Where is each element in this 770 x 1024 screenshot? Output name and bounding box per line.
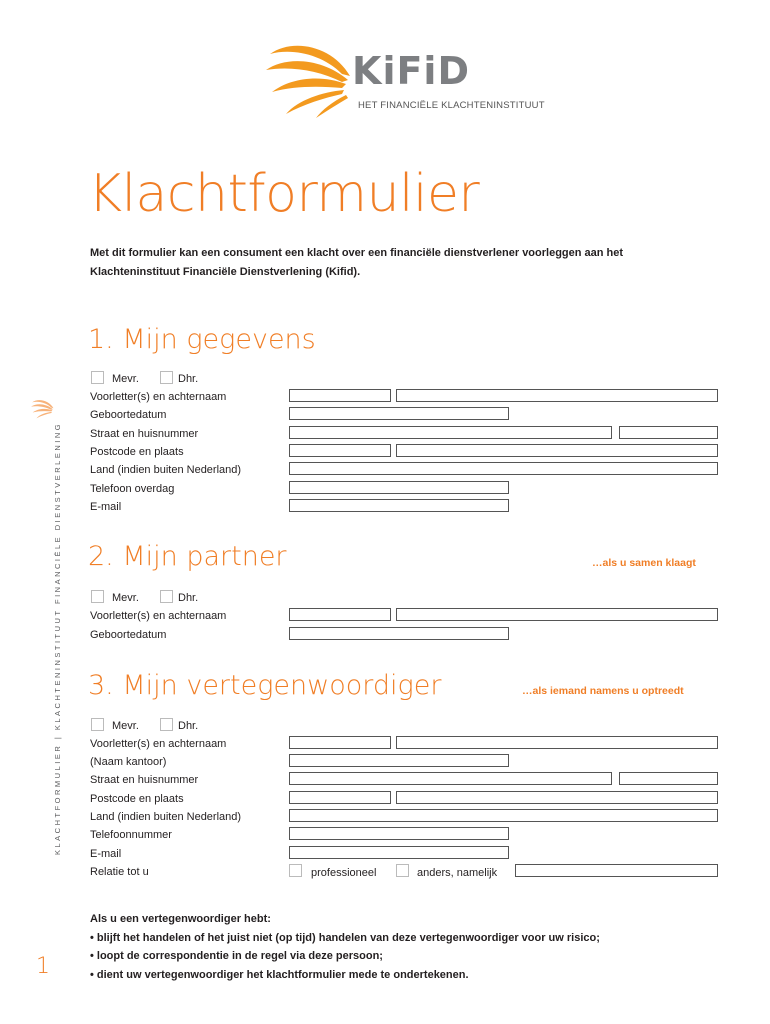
rep-postcode-field[interactable]	[289, 791, 391, 804]
partner-name-label: Voorletter(s) en achternaam	[90, 610, 227, 622]
birthdate-label: Geboortedatum	[90, 409, 167, 421]
housenumber-field[interactable]	[619, 426, 718, 439]
rep-office-field[interactable]	[289, 754, 509, 767]
representative-note	[90, 910, 600, 984]
note-item: • dient uw vertegenwoordiger het klachtformulier mede te ondertekenen.	[90, 968, 469, 981]
other-relation-field[interactable]	[515, 864, 718, 877]
rep-postcode-label: Postcode en plaats	[90, 793, 184, 805]
rep-phone-field[interactable]	[289, 827, 509, 840]
partner-initials-field[interactable]	[289, 608, 391, 621]
rep-office-label: (Naam kantoor)	[90, 756, 167, 768]
country-label: Land (indien buiten Nederland)	[90, 464, 242, 476]
surname-field[interactable]	[396, 389, 718, 402]
note-item: • blijft het handelen of het juist niet (op tijd) handelen van deze vertegenwoordiger voor uw risico;	[90, 931, 600, 944]
initials-field[interactable]	[289, 389, 391, 402]
rep-dhr-label: Dhr.	[178, 720, 199, 732]
page-title: Klachtformulier	[88, 164, 480, 224]
dhr-label: Dhr.	[178, 373, 199, 385]
relation-label: Relatie tot u	[90, 866, 149, 878]
rep-email-label: E-mail	[90, 848, 122, 860]
street-label: Straat en huisnummer	[90, 428, 199, 440]
birthdate-field[interactable]	[289, 407, 509, 420]
rep-street-label: Straat en huisnummer	[90, 774, 199, 786]
mevr-checkbox[interactable]	[91, 371, 104, 384]
partner-dhr-checkbox[interactable]	[160, 590, 173, 603]
rep-street-field[interactable]	[289, 772, 612, 785]
email-field[interactable]	[289, 499, 509, 512]
professional-checkbox[interactable]	[289, 864, 302, 877]
section-3-heading: 3. Mijn vertegenwoordiger	[88, 670, 442, 701]
rep-initials-field[interactable]	[289, 736, 391, 749]
partner-birthdate-label: Geboortedatum	[90, 629, 167, 641]
logo-wordmark: KiFiD	[352, 49, 470, 93]
rep-name-label: Voorletter(s) en achternaam	[90, 738, 227, 750]
dhr-checkbox[interactable]	[160, 371, 173, 384]
section-2-aside: …als u samen klaagt	[592, 557, 696, 569]
country-field[interactable]	[289, 462, 718, 475]
side-logo-mark-icon	[30, 398, 54, 420]
rep-housenumber-field[interactable]	[619, 772, 718, 785]
partner-surname-field[interactable]	[396, 608, 718, 621]
partner-mevr-label: Mevr.	[112, 592, 139, 604]
kifid-logo-mark-icon	[262, 40, 352, 118]
other-relation-checkbox[interactable]	[396, 864, 409, 877]
rep-mevr-label: Mevr.	[112, 720, 139, 732]
street-field[interactable]	[289, 426, 612, 439]
section-2-heading: 2. Mijn partner	[88, 541, 287, 572]
other-relation-label: anders, namelijk	[417, 867, 498, 879]
rep-country-label: Land (indien buiten Nederland)	[90, 811, 242, 823]
rep-country-field[interactable]	[289, 809, 718, 822]
rep-city-field[interactable]	[396, 791, 718, 804]
email-label: E-mail	[90, 501, 122, 513]
rep-dhr-checkbox[interactable]	[160, 718, 173, 731]
partner-dhr-label: Dhr.	[178, 592, 199, 604]
note-heading: Als u een vertegenwoordiger hebt:	[90, 913, 271, 925]
rep-phone-label: Telefoonnummer	[90, 829, 172, 841]
note-item: • loopt de correspondentie in de regel via deze persoon;	[90, 950, 383, 962]
rep-surname-field[interactable]	[396, 736, 718, 749]
postcode-field[interactable]	[289, 444, 391, 457]
partner-birthdate-field[interactable]	[289, 627, 509, 640]
phone-field[interactable]	[289, 481, 509, 494]
professional-label: professioneel	[311, 867, 377, 879]
partner-mevr-checkbox[interactable]	[91, 590, 104, 603]
mevr-label: Mevr.	[112, 373, 139, 385]
rep-mevr-checkbox[interactable]	[91, 718, 104, 731]
city-field[interactable]	[396, 444, 718, 457]
logo-subtitle: HET FINANCIËLE KLACHTENINSTITUUT	[358, 100, 545, 111]
name-label: Voorletter(s) en achternaam	[90, 391, 227, 403]
intro-text: Met dit formulier kan een consument een klacht over een financiële dienstverlener voorleggen aan het Klachteninstituut Financiële Dienstverlening (Kifid).	[90, 247, 624, 278]
sidebar-caption: KLACHTFORMULIER | KLACHTENINSTITUUT FINANCIËLE DIENSTVERLENING	[53, 421, 62, 855]
rep-email-field[interactable]	[289, 846, 509, 859]
section-1-heading: 1. Mijn gegevens	[88, 324, 316, 355]
postcode-label: Postcode en plaats	[90, 446, 184, 458]
phone-label: Telefoon overdag	[90, 483, 175, 495]
page-number: 1	[36, 954, 50, 979]
section-3-aside: …als iemand namens u optreedt	[522, 685, 684, 697]
